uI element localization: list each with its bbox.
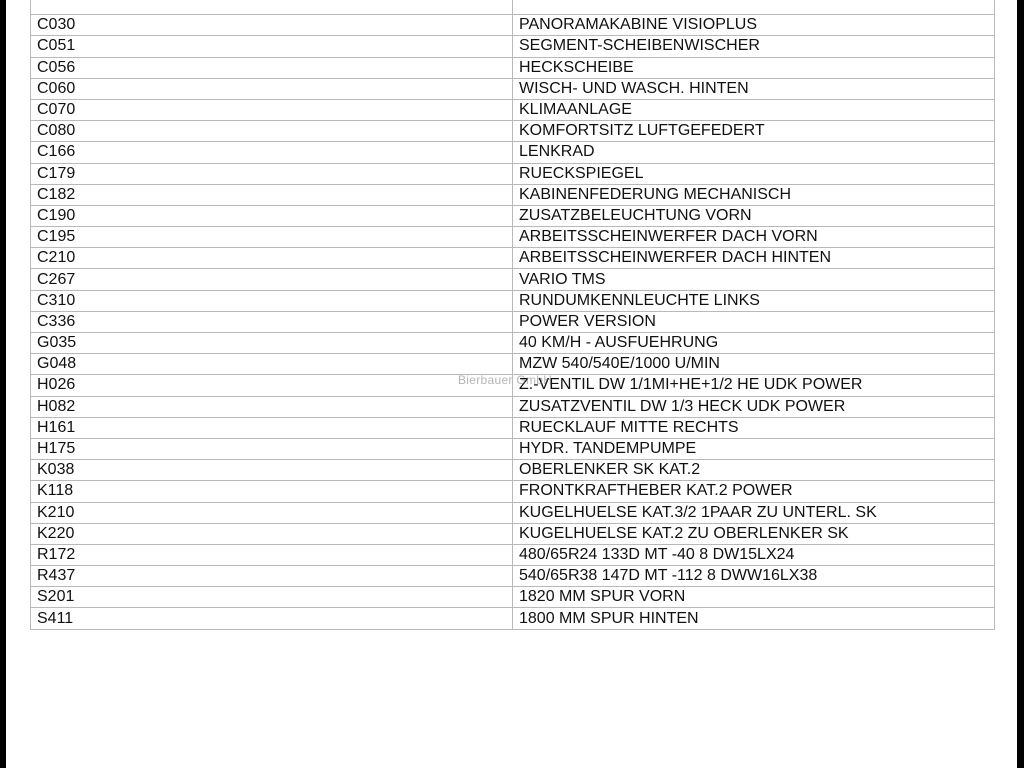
table-row <box>31 460 995 481</box>
table-row <box>31 290 995 311</box>
table-row <box>31 438 995 459</box>
table-row <box>31 396 995 417</box>
option-code <box>31 0 513 15</box>
table-row <box>31 205 995 226</box>
option-description: KABINENFEDERUNG MECHANISCH <box>513 184 995 205</box>
option-code: R437 <box>31 566 513 587</box>
option-description: ARBEITSSCHEINWERFER DACH HINTEN <box>513 248 995 269</box>
table-row <box>31 163 995 184</box>
option-description: 480/65R24 133D MT -40 8 DW15LX24 <box>513 544 995 565</box>
option-description: 1820 MM SPUR VORN <box>513 587 995 608</box>
option-description: RUECKLAUF MITTE RECHTS <box>513 417 995 438</box>
option-code: C336 <box>31 311 513 332</box>
option-code: H175 <box>31 438 513 459</box>
option-description: Z.-VENTIL DW 1/1MI+HE+1/2 HE UDK POWER <box>513 375 995 396</box>
option-code: C195 <box>31 227 513 248</box>
option-description: ZUSATZBELEUCHTUNG VORN <box>513 205 995 226</box>
option-description: OBERLENKER SK KAT.2 <box>513 460 995 481</box>
option-description: HECKSCHEIBE <box>513 57 995 78</box>
table-row <box>31 78 995 99</box>
table-row <box>31 121 995 142</box>
option-code: C056 <box>31 57 513 78</box>
option-code: C060 <box>31 78 513 99</box>
option-code: G035 <box>31 333 513 354</box>
table-row <box>31 57 995 78</box>
option-description: KOMFORTSITZ LUFTGEFEDERT <box>513 121 995 142</box>
option-description: POWER VERSION <box>513 311 995 332</box>
option-code: S201 <box>31 587 513 608</box>
table-row <box>31 523 995 544</box>
table-row <box>31 248 995 269</box>
option-code: H082 <box>31 396 513 417</box>
option-description: ARBEITSSCHEINWERFER DACH VORN <box>513 227 995 248</box>
option-code: C190 <box>31 205 513 226</box>
option-code: K220 <box>31 523 513 544</box>
option-code: G048 <box>31 354 513 375</box>
option-code: K210 <box>31 502 513 523</box>
option-code: C210 <box>31 248 513 269</box>
option-code: C030 <box>31 15 513 36</box>
option-description: LENKRAD <box>513 142 995 163</box>
option-code: C182 <box>31 184 513 205</box>
option-code: C070 <box>31 99 513 120</box>
table-row <box>31 481 995 502</box>
table-row <box>31 99 995 120</box>
option-code: K118 <box>31 481 513 502</box>
option-description <box>513 0 995 15</box>
option-code: C166 <box>31 142 513 163</box>
options-table <box>30 0 995 630</box>
option-code: K038 <box>31 460 513 481</box>
table-row <box>31 566 995 587</box>
table-row <box>31 587 995 608</box>
option-description: 1800 MM SPUR HINTEN <box>513 608 995 629</box>
option-description: FRONTKRAFTHEBER KAT.2 POWER <box>513 481 995 502</box>
option-description: HYDR. TANDEMPUMPE <box>513 438 995 459</box>
option-code: C310 <box>31 290 513 311</box>
option-description: RUECKSPIEGEL <box>513 163 995 184</box>
option-description: 540/65R38 147D MT -112 8 DWW16LX38 <box>513 566 995 587</box>
option-code: C267 <box>31 269 513 290</box>
option-description: MZW 540/540E/1000 U/MIN <box>513 354 995 375</box>
table-row <box>31 354 995 375</box>
option-description: ZUSATZVENTIL DW 1/3 HECK UDK POWER <box>513 396 995 417</box>
option-description: VARIO TMS <box>513 269 995 290</box>
option-code: C051 <box>31 36 513 57</box>
option-code: H161 <box>31 417 513 438</box>
table-row <box>31 269 995 290</box>
option-description: 40 KM/H - AUSFUEHRUNG <box>513 333 995 354</box>
table-row <box>31 544 995 565</box>
option-description: SEGMENT-SCHEIBENWISCHER <box>513 36 995 57</box>
option-code: C179 <box>31 163 513 184</box>
table-row <box>31 417 995 438</box>
option-code: C080 <box>31 121 513 142</box>
option-description: WISCH- UND WASCH. HINTEN <box>513 78 995 99</box>
option-code: H026 <box>31 375 513 396</box>
option-code: S411 <box>31 608 513 629</box>
table-row <box>31 15 995 36</box>
option-description: PANORAMAKABINE VISIOPLUS <box>513 15 995 36</box>
table-row <box>31 36 995 57</box>
option-description: RUNDUMKENNLEUCHTE LINKS <box>513 290 995 311</box>
option-description: KUGELHUELSE KAT.3/2 1PAAR ZU UNTERL. SK <box>513 502 995 523</box>
options-table-body <box>31 0 995 629</box>
table-row <box>31 142 995 163</box>
option-description: KUGELHUELSE KAT.2 ZU OBERLENKER SK <box>513 523 995 544</box>
table-row <box>31 227 995 248</box>
document-page <box>6 0 1017 768</box>
table-row <box>31 502 995 523</box>
watermark: Bierbauer GmbH <box>458 373 553 387</box>
table-row <box>31 333 995 354</box>
option-description: KLIMAANLAGE <box>513 99 995 120</box>
table-row <box>31 184 995 205</box>
table-row <box>31 0 995 15</box>
table-row <box>31 608 995 629</box>
option-code: R172 <box>31 544 513 565</box>
table-row <box>31 311 995 332</box>
